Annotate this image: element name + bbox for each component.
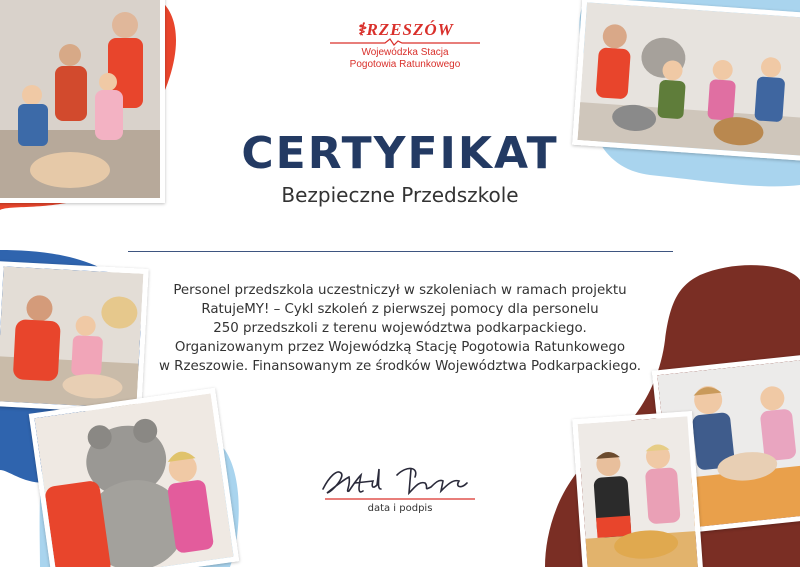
caduceus-icon: ⚕ <box>356 20 367 39</box>
logo-wordmark: ⚕RZESZÓW <box>356 20 454 39</box>
photo-bottom-left <box>29 388 240 567</box>
body-line: Organizowanym przez Wojewódzką Stację Pogotowia Ratunkowego <box>174 340 626 355</box>
body-line: 250 przedszkoli z terenu województwa podkarpackiego. <box>213 321 587 336</box>
certificate-body <box>140 281 660 376</box>
divider <box>128 251 673 252</box>
photo-left-middle <box>0 261 149 414</box>
logo <box>330 20 480 71</box>
certificate-subtitle: Bezpieczne Przedszkole <box>281 183 519 207</box>
photo-bottom-right-bottom <box>572 411 704 567</box>
signature-label: data i podpis <box>367 503 433 514</box>
body-line: w Rzeszowie. Finansowanym ze środków Województwa Podkarpackiego. <box>158 359 642 374</box>
body-line: RatujeMY! – Cykl szkoleń z pierwszej pomocy dla personelu <box>201 302 599 317</box>
handwritten-signature <box>315 455 485 505</box>
certificate-title: CERTYFIKAT <box>241 128 559 179</box>
photo-top-left <box>0 0 165 203</box>
logo-line-1: Wojewódzka Stacja <box>361 47 449 58</box>
logo-line-2: Pogotowia Ratunkowego <box>349 59 461 70</box>
body-line: Personel przedszkola uczestniczył w szkoleniach w ramach projektu <box>173 283 627 298</box>
